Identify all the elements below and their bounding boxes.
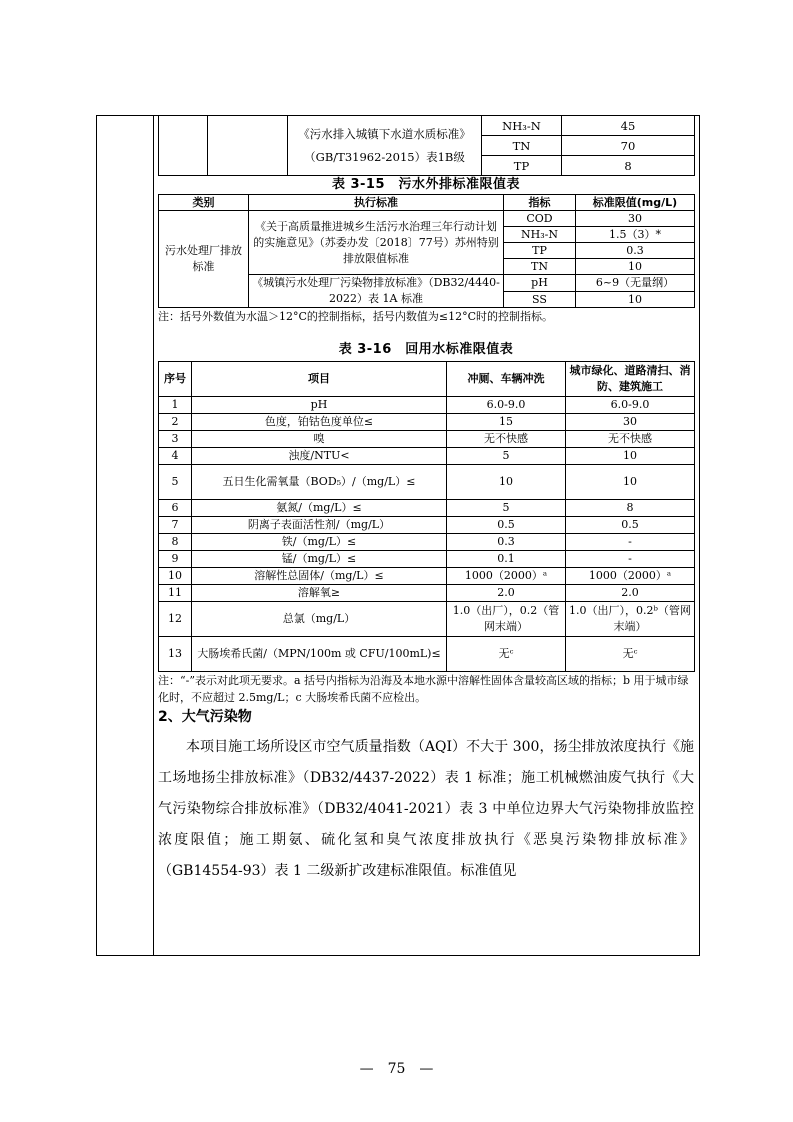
table-3-15 [158, 194, 695, 308]
header-item: 项目 [192, 362, 447, 397]
green-cell: 2.0 [566, 585, 695, 602]
item-cell: 溶解性总固体/（mg/L）≤ [192, 568, 447, 585]
flush-cell: 2.0 [447, 585, 566, 602]
standard-cell: 《污水排入城镇下水道水质标准》（GB/T31962-2015）表1B级 [288, 116, 482, 176]
index-cell: SS [504, 291, 576, 308]
table-row [159, 637, 695, 672]
flush-cell: 1000（2000）ᵃ [447, 568, 566, 585]
section-heading: 2、大气污染物 [158, 709, 252, 725]
index-cell: COD [504, 211, 576, 227]
frame-divider [153, 116, 154, 955]
table-3-15-caption: 表 3-15 污水外排标准限值表 [331, 177, 521, 192]
blank-cell [208, 116, 288, 176]
table-row [159, 448, 695, 465]
index-cell: pH [504, 275, 576, 292]
flush-cell: 6.0-9.0 [447, 397, 566, 414]
table-header-row [159, 195, 695, 211]
standard-cell: 《城镇污水处理厂污染物排放标准》（DB32/4440-2022）表 1A 标准 [249, 275, 504, 308]
flush-cell: 1.0（出厂），0.2（管网末端） [447, 602, 566, 637]
flush-cell: 0.3 [447, 534, 566, 551]
item-cell: 锰/（mg/L）≤ [192, 551, 447, 568]
no-cell: 3 [159, 431, 192, 448]
green-cell: - [566, 534, 695, 551]
limit-cell: 1.5（3）* [576, 227, 695, 243]
item-cell: 浊度/NTU< [192, 448, 447, 465]
green-cell: 1.0（出厂），0.2ᵇ（管网末端） [566, 602, 695, 637]
limit-cell: 30 [576, 211, 695, 227]
table-3-16-note: 注：“-”表示对此项无要求。a 括号内指标为沿海及本地水源中溶解性固体含量较高区域的指标；b 用于城市绿化时，不应超过 2.5mg/L；c 大肠埃希氏菌不应检出。 [158, 674, 689, 704]
no-cell: 8 [159, 534, 192, 551]
table-row [159, 414, 695, 431]
green-cell: 1000（2000）ᵃ [566, 568, 695, 585]
item-cell: 阴离子表面活性剂/（mg/L） [192, 517, 447, 534]
header-green: 城市绿化、道路清扫、消防、建筑施工 [566, 362, 695, 397]
table-row [159, 500, 695, 517]
green-cell: 10 [566, 465, 695, 500]
limit-cell: 10 [576, 259, 695, 275]
green-cell: - [566, 551, 695, 568]
item-cell: 总氯（mg/L） [192, 602, 447, 637]
no-cell: 1 [159, 397, 192, 414]
limit-cell: 10 [576, 291, 695, 308]
table-row [159, 551, 695, 568]
flush-cell: 无ᶜ [447, 637, 566, 672]
item-cell: 五日生化需氧量（BOD₅）/（mg/L）≤ [192, 465, 447, 500]
flush-cell: 5 [447, 448, 566, 465]
table-row [159, 211, 695, 227]
limit-cell: 6~9（无量纲） [576, 275, 695, 292]
no-cell: 5 [159, 465, 192, 500]
no-cell: 7 [159, 517, 192, 534]
header-flush: 冲厕、车辆冲洗 [447, 362, 566, 397]
index-cell: NH₃-N [482, 116, 562, 136]
flush-cell: 无不快感 [447, 431, 566, 448]
page-number: — 75 — [359, 1061, 434, 1077]
header-no: 序号 [159, 362, 192, 397]
no-cell: 6 [159, 500, 192, 517]
item-cell: 大肠埃希氏菌/（MPN/100m 或 CFU/100mL)≤ [192, 637, 447, 672]
flush-cell: 0.1 [447, 551, 566, 568]
item-cell: 氨氮/（mg/L）≤ [192, 500, 447, 517]
table-row [159, 465, 695, 500]
header-standard: 执行标准 [249, 195, 504, 211]
table-header-row [159, 362, 695, 397]
item-cell: 嗅 [192, 431, 447, 448]
item-cell: 铁/（mg/L）≤ [192, 534, 447, 551]
green-cell: 8 [566, 500, 695, 517]
index-cell: TP [482, 156, 562, 176]
table-row [159, 517, 695, 534]
table-row [159, 568, 695, 585]
index-cell: TP [504, 243, 576, 259]
value-cell: 45 [562, 116, 695, 136]
green-cell: 无ᶜ [566, 637, 695, 672]
table-3-16-body [159, 397, 695, 672]
value-cell: 70 [562, 136, 695, 156]
green-cell: 30 [566, 414, 695, 431]
table-3-15-note: 注：括号外数值为水温＞12°C的控制指标，括号内数值为≤12°C时的控制指标。 [158, 310, 554, 323]
no-cell: 13 [159, 637, 192, 672]
green-cell: 无不快感 [566, 431, 695, 448]
flush-cell: 0.5 [447, 517, 566, 534]
header-limit: 标准限值(mg/L) [576, 195, 695, 211]
blank-cell [159, 116, 208, 176]
flush-cell: 15 [447, 414, 566, 431]
no-cell: 9 [159, 551, 192, 568]
flush-cell: 5 [447, 500, 566, 517]
no-cell: 2 [159, 414, 192, 431]
green-cell: 6.0-9.0 [566, 397, 695, 414]
green-cell: 0.5 [566, 517, 695, 534]
no-cell: 12 [159, 602, 192, 637]
table-3-16 [158, 361, 695, 672]
header-category: 类别 [159, 195, 249, 211]
flush-cell: 10 [447, 465, 566, 500]
section-paragraph: 本项目施工场所设区市空气质量指数（AQI）不大于 300，扬尘排放浓度执行《施工场地扬尘排放标准》（DB32/4437-2022）表 1 标准；施工机械燃油废气执行《大气污染物综合排放标准》（DB32/4041-2021）表 3 中单位边界大气污染物排放监控浓度限值；施工期氨、硫化氢和臭气浓度排放执行《恶臭污染物排放标准》（GB14554-93）表 1 二级新扩改建标准限值。标准值见 [158, 739, 694, 879]
table-row [159, 602, 695, 637]
value-cell: 8 [562, 156, 695, 176]
index-cell: NH₃-N [504, 227, 576, 243]
table-row [159, 534, 695, 551]
index-cell: TN [482, 136, 562, 156]
top-continuation-table [158, 115, 695, 176]
no-cell: 11 [159, 585, 192, 602]
item-cell: pH [192, 397, 447, 414]
no-cell: 4 [159, 448, 192, 465]
standard-cell: 《关于高质量推进城乡生活污水治理三年行动计划的实施意见》（苏委办发〔2018〕77号）苏州特别排放限值标准 [249, 211, 504, 275]
table-row [159, 397, 695, 414]
green-cell: 10 [566, 448, 695, 465]
no-cell: 10 [159, 568, 192, 585]
header-index: 指标 [504, 195, 576, 211]
table-row [159, 585, 695, 602]
content-area [158, 115, 694, 887]
limit-cell: 0.3 [576, 243, 695, 259]
table-3-16-caption: 表 3-16 回用水标准限值表 [338, 342, 514, 357]
item-cell: 溶解氧≥ [192, 585, 447, 602]
table-row [159, 116, 695, 136]
index-cell: TN [504, 259, 576, 275]
table-row [159, 431, 695, 448]
item-cell: 色度，铂钴色度单位≤ [192, 414, 447, 431]
category-cell: 污水处理厂排放标准 [159, 211, 249, 308]
